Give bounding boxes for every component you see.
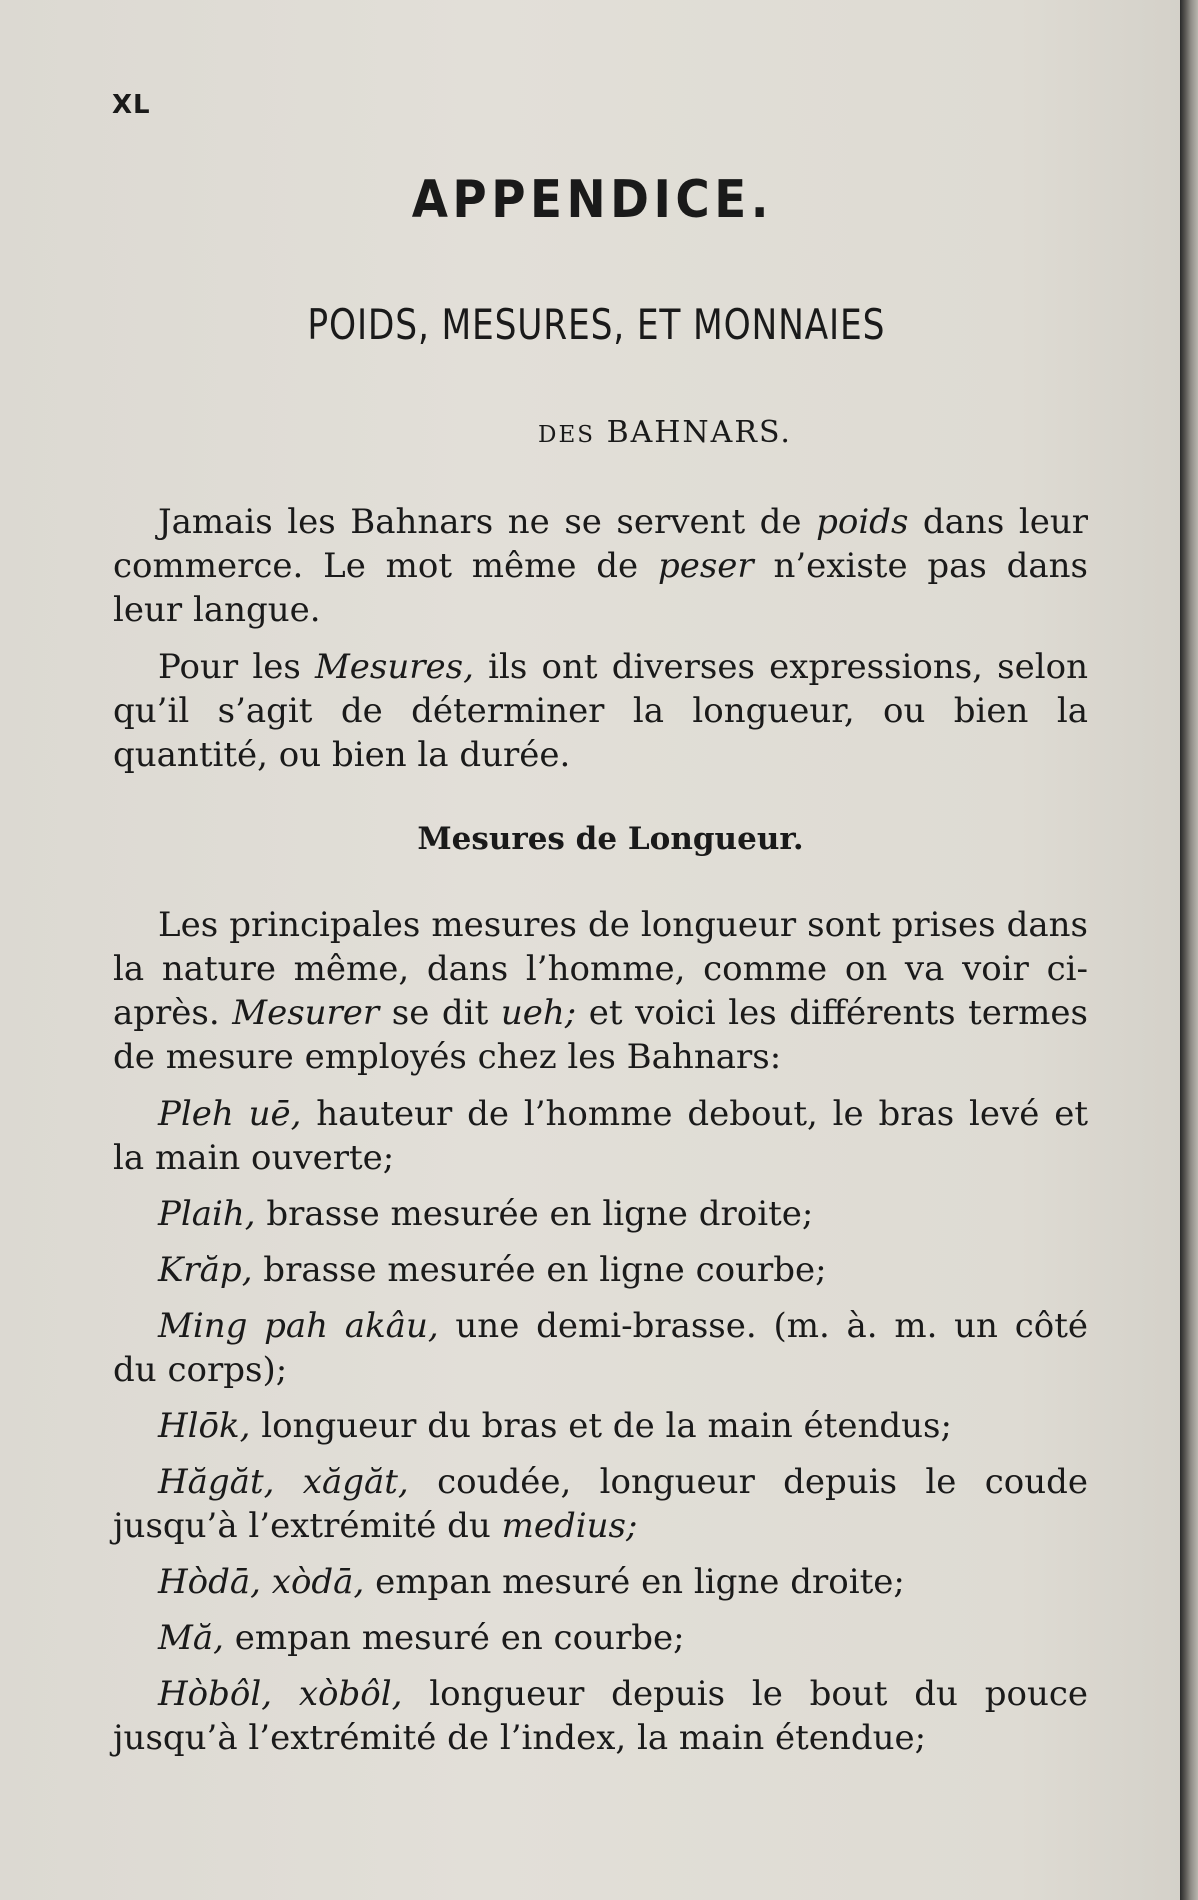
measure-definition: longueur du bras et de la main étendus; bbox=[250, 1406, 952, 1446]
measure-term: Pleh uē, bbox=[158, 1094, 302, 1134]
text-run: ils ont diverses expressions, selon qu’il s’agit de déterminer la longueur, ou bien la quantité, ou bien la durée. bbox=[113, 647, 1088, 775]
subtitle-name: BAHNARS. bbox=[606, 415, 792, 450]
italic-term: Mesurer bbox=[232, 993, 380, 1033]
italic-term: peser bbox=[657, 546, 754, 586]
measure-definition: empan mesuré en ligne droite; bbox=[364, 1562, 905, 1602]
measure-entry bbox=[113, 1092, 1088, 1180]
text-run: et voici les différents termes de mesure employés chez les Bahnars: bbox=[113, 993, 1088, 1077]
page-subtitle: POIDS, MESURES, ET MONNAIES bbox=[307, 300, 886, 349]
measure-entry bbox=[113, 1404, 1088, 1448]
measure-entry bbox=[113, 1616, 1088, 1660]
text-run: Les principales mesures de longueur sont prises dans la nature même, dans l’homme, comme on va voir ci-après. bbox=[113, 905, 1088, 1033]
measure-term: Hòbôl, xòbôl, bbox=[158, 1674, 403, 1714]
italic-term: poids bbox=[816, 502, 909, 542]
italic-term: medius; bbox=[501, 1506, 638, 1546]
italic-term: Mesures, bbox=[314, 647, 474, 687]
measure-term: Plaih, bbox=[158, 1194, 256, 1234]
page-title: APPENDICE. bbox=[411, 170, 774, 230]
measure-entry bbox=[113, 1248, 1088, 1292]
measure-definition: brasse mesurée en ligne droite; bbox=[255, 1194, 814, 1234]
measure-term: Mă, bbox=[158, 1618, 224, 1658]
measure-term: Ming pah akâu, bbox=[158, 1306, 439, 1346]
measure-definition: brasse mesurée en ligne courbe; bbox=[252, 1250, 827, 1290]
measure-entry bbox=[113, 1192, 1088, 1236]
measure-definition: coudée, longueur depuis le coude jusqu’à l’extrémité du bbox=[113, 1462, 1089, 1546]
measure-entry bbox=[113, 1304, 1088, 1392]
measure-definition: une demi-brasse. (m. à. m. un côté du corps); bbox=[113, 1306, 1089, 1390]
measure-term: Krăp, bbox=[158, 1250, 253, 1290]
text-run: Jamais les Bahnars ne se servent de bbox=[158, 502, 817, 542]
page-subtitle-secondary bbox=[0, 415, 1180, 450]
measure-definition: hauteur de l’homme debout, le bras levé et la main ouverte; bbox=[113, 1094, 1088, 1178]
text-run: dans leur commerce. Le mot même de bbox=[113, 502, 1088, 586]
subtitle-prefix: DES bbox=[538, 422, 596, 448]
paragraph-weights bbox=[113, 500, 1088, 632]
measure-entry bbox=[113, 1672, 1088, 1760]
paragraph-intro bbox=[113, 903, 1088, 1079]
measure-term: Hlōk, bbox=[158, 1406, 251, 1446]
measure-entry bbox=[113, 1460, 1088, 1548]
measure-term: Hăgăt, xăgăt, bbox=[158, 1462, 409, 1502]
measure-definition: empan mesuré en courbe; bbox=[223, 1618, 685, 1658]
page-binding-edge bbox=[1180, 0, 1198, 1900]
page-number: XL bbox=[112, 90, 151, 120]
measure-term: Hòdā, xòdā, bbox=[158, 1562, 365, 1602]
text-run: Pour les bbox=[158, 647, 315, 687]
measure-entry bbox=[113, 1560, 1088, 1604]
measure-definition: longueur depuis le bout du pouce jusqu’à l’extrémité de l’index, la main étendue; bbox=[113, 1674, 1089, 1758]
paragraph-measures bbox=[113, 645, 1088, 777]
section-heading: Mesures de Longueur. bbox=[417, 821, 804, 857]
text-run: se dit bbox=[379, 993, 501, 1033]
text-run: n’existe pas dans leur langue. bbox=[113, 546, 1088, 630]
body-text bbox=[113, 500, 1088, 1772]
italic-term: ueh; bbox=[500, 993, 577, 1033]
